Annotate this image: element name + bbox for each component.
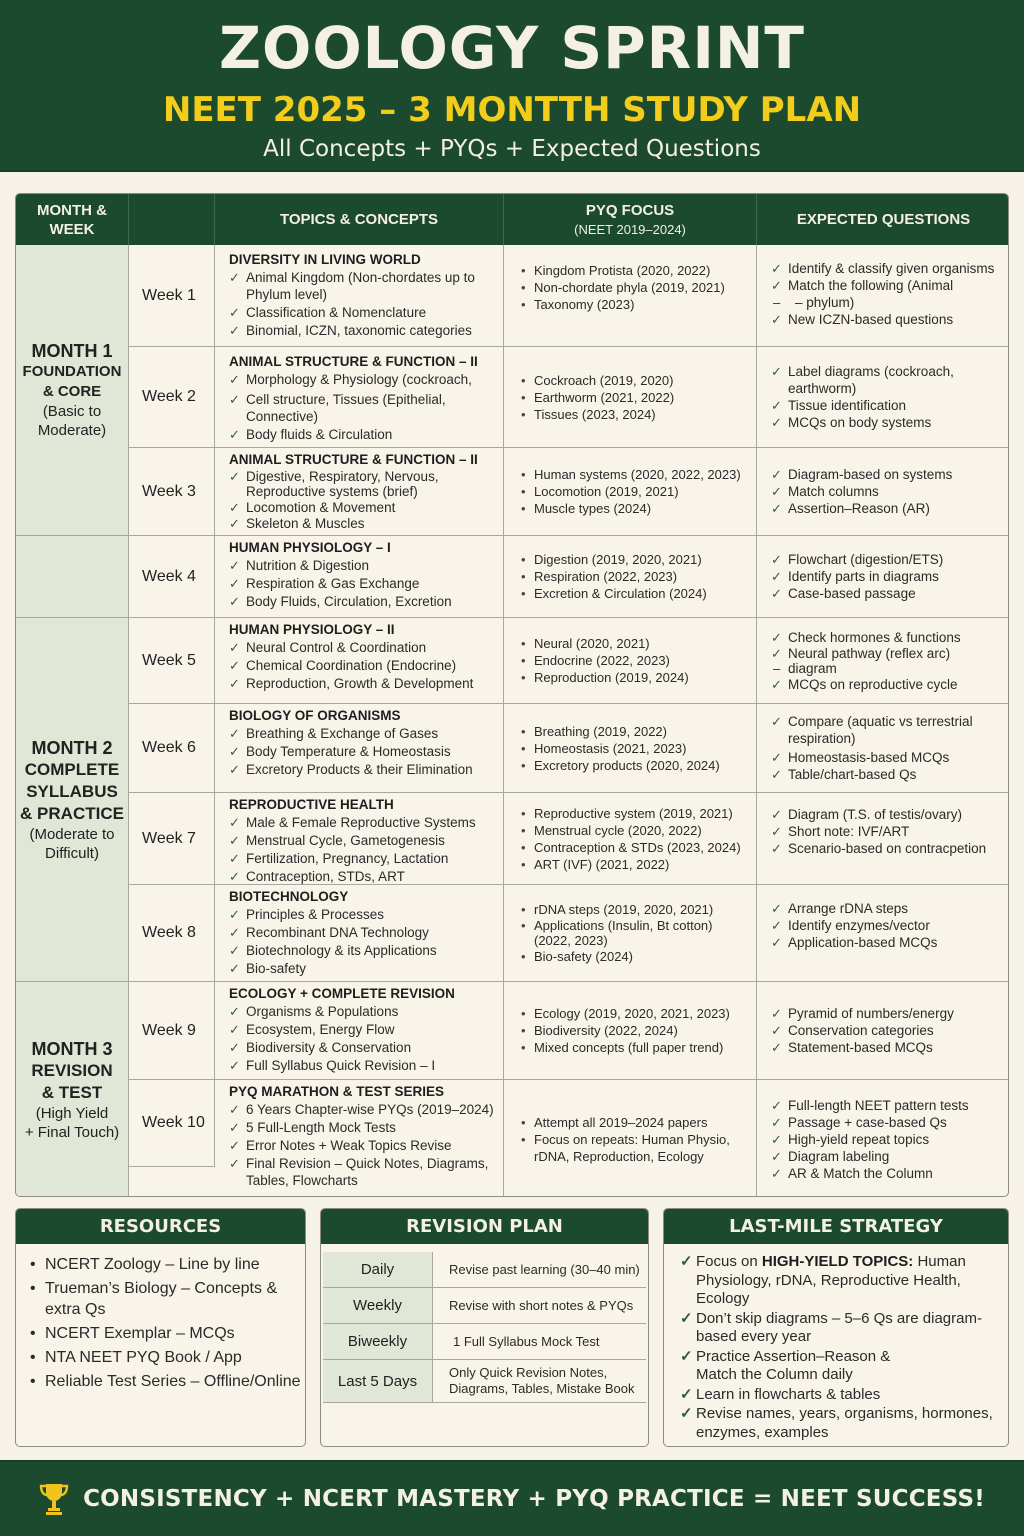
expected-cell [757, 704, 1009, 792]
expected-item: ✓ Diagram-based on systems [771, 466, 952, 483]
expected-item: ✓ Match columns [771, 483, 952, 500]
week-row [129, 1080, 1009, 1197]
month-2-sub: & PRACTICE [20, 803, 124, 823]
week-row [129, 536, 1009, 618]
expected-item: ✓ Neural pathway (reflex arc) [771, 646, 961, 661]
revision-frequency: Daily [323, 1252, 433, 1287]
revision-row [323, 1324, 646, 1360]
pyq-item: • Digestion (2019, 2020, 2021) [520, 551, 707, 568]
month-2-note: (Moderate to [29, 825, 115, 843]
topic-item: ✓ Final Revision – Quick Notes, Diagrams, Tables, Flowcharts [229, 1155, 503, 1189]
topic-item: ✓ Breathing & Exchange of Gases [229, 725, 503, 742]
topic-title: BIOTECHNOLOGY [229, 889, 349, 904]
topic-item: ✓ Classification & Nomenclature [229, 304, 503, 321]
week-label: Week 9 [129, 982, 215, 1079]
pyq-item: • Bio-safety (2024) [520, 948, 745, 965]
month-2-cell [16, 618, 129, 982]
topic-item: ✓ Biodiversity & Conservation [229, 1039, 503, 1056]
header-expected [757, 194, 1009, 245]
expected-item: ✓ Match the following (Animal [771, 277, 994, 294]
topic-cell [215, 347, 504, 447]
week-label: Week 10 [129, 1080, 215, 1167]
footer-banner [0, 1460, 1024, 1536]
strategy-text: Focus on [696, 1253, 762, 1270]
pyq-cell [504, 704, 757, 792]
month-3-note: + Final Touch) [24, 1124, 120, 1141]
pyq-cell [504, 245, 757, 346]
resource-item: • Trueman’s Biology – Concepts & extra Qs [30, 1278, 305, 1320]
header-topics-label: TOPICS & CONCEPTS [279, 211, 439, 228]
expected-item-continuation: – – phylum) [771, 294, 994, 311]
expected-item: ✓ Assertion–Reason (AR) [771, 500, 952, 517]
topic-title: ANIMAL STRUCTURE & FUNCTION – II [229, 354, 478, 369]
pyq-cell [504, 536, 757, 617]
topic-item: ✓ Nutrition & Digestion [229, 557, 503, 574]
topic-item: ✓ Organisms & Populations [229, 1003, 503, 1020]
revision-frequency: Weekly [323, 1288, 433, 1323]
revision-activity: Revise with short notes & PYQs [449, 1297, 634, 1313]
pyq-item: • Biodiversity (2022, 2024) [520, 1022, 730, 1039]
expected-item: ✓ Check hormones & functions [771, 629, 961, 646]
pyq-cell [504, 618, 757, 703]
topic-item: ✓ Body Fluids, Circulation, Excretion [229, 593, 503, 610]
month-3-sub: REVISION [31, 1061, 113, 1080]
topic-item: ✓ Male & Female Reproductive Systems [229, 814, 503, 831]
topic-item: ✓ Body Temperature & Homeostasis [229, 743, 503, 760]
study-plan-table [15, 193, 1009, 1197]
pyq-item: • Contraception & STDs (2023, 2024) [520, 839, 741, 856]
revision-frequency: Last 5 Days [323, 1360, 433, 1402]
pyq-item: • Human systems (2020, 2022, 2023) [520, 466, 741, 483]
header-pyq [504, 194, 757, 245]
week-label: Week 5 [129, 618, 215, 703]
pyq-item: • Muscle types (2024) [520, 500, 741, 517]
week-row [129, 347, 1009, 448]
header-month-week-label: MONTH & WEEK [37, 201, 107, 238]
expected-item: ✓ Diagram (T.S. of testis/ovary) [771, 806, 986, 823]
pyq-item: • Tissues (2023, 2024) [520, 406, 674, 423]
week-label: Week 4 [129, 536, 215, 617]
pyq-item: • Breathing (2019, 2022) [520, 723, 720, 740]
expected-item: ✓ Full-length NEET pattern tests [771, 1097, 969, 1114]
pyq-cell [504, 885, 757, 981]
trophy-icon [39, 1482, 69, 1516]
pyq-item: • Reproduction (2019, 2024) [520, 669, 689, 686]
expected-item: ✓ Arrange rDNA steps [771, 900, 937, 917]
page-title: ZOOLOGY SPRINT [218, 14, 805, 82]
topic-item: ✓ Menstrual Cycle, Gametogenesis [229, 832, 503, 849]
month-3-cell [16, 982, 129, 1197]
pyq-item: • Attempt all 2019–2024 papers [520, 1114, 745, 1131]
month-1-sub: FOUNDATION [22, 363, 122, 380]
last-mile-title: LAST-MILE STRATEGY [664, 1209, 1008, 1244]
expected-item: ✓ Identify & classify given organisms [771, 260, 994, 277]
topic-cell [215, 885, 504, 981]
topic-item: ✓ Full Syllabus Quick Revision – I [229, 1057, 503, 1074]
expected-item: ✓ Short note: IVF/ART [771, 823, 986, 840]
expected-item: ✓ Identify parts in diagrams [771, 568, 943, 585]
pyq-item: • rDNA steps (2019, 2020, 2021) [520, 901, 745, 918]
expected-cell [757, 885, 1009, 981]
resource-item: • Reliable Test Series – Offline/Online [30, 1371, 305, 1392]
expected-item: ✓ MCQs on body systems [771, 414, 971, 431]
expected-cell [757, 982, 1009, 1079]
month-1-cell [16, 245, 129, 536]
expected-cell [757, 793, 1009, 884]
pyq-item: • Locomotion (2019, 2021) [520, 483, 741, 500]
header-banner [0, 0, 1024, 172]
expected-cell [757, 618, 1009, 703]
expected-item: ✓ Pyramid of numbers/energy [771, 1005, 954, 1022]
page-subtitle: NEET 2025 – 3 MONTTH STUDY PLAN [162, 90, 862, 130]
pyq-item: • Applications (Insulin, Bt cotton) (2022, 2023) [520, 918, 745, 948]
resources-title: RESOURCES [16, 1209, 305, 1244]
expected-item: ✓ Passage + case-based Qs [771, 1114, 969, 1131]
month-2-sub: SYLLABUS [26, 781, 118, 801]
topic-cell [215, 536, 504, 617]
topic-title: ECOLOGY + COMPLETE REVISION [229, 986, 455, 1001]
pyq-cell [504, 448, 757, 535]
topic-item: ✓ Reproduction, Growth & Development [229, 675, 503, 692]
month-1-sub: & CORE [42, 383, 102, 400]
pyq-item: • Endocrine (2022, 2023) [520, 652, 689, 669]
revision-plan-panel [320, 1208, 649, 1447]
page-tagline: All Concepts + PYQs + Expected Questions [263, 136, 761, 162]
topic-title: DIVERSITY IN LIVING WORLD [229, 252, 421, 267]
topic-cell [215, 245, 504, 346]
topic-item: ✓ Biotechnology & its Applications [229, 942, 503, 959]
week-row [129, 448, 1009, 536]
pyq-cell [504, 347, 757, 447]
topic-item: ✓ Principles & Processes [229, 906, 503, 923]
resource-item: • NTA NEET PYQ Book / App [30, 1347, 305, 1368]
expected-item: ✓ Scenario-based on contracpetion [771, 840, 986, 857]
resource-item: • NCERT Exemplar – MCQs [30, 1323, 305, 1344]
topic-item: ✓ Bio-safety [229, 960, 503, 977]
expected-item: ✓ Label diagrams (cockroach, earthworm) [771, 363, 971, 397]
expected-item: ✓ Flowchart (digestion/ETS) [771, 551, 943, 568]
strategy-item: ✓ Revise names, years, organisms, hormones, enzymes, examples [680, 1405, 1008, 1442]
week-label: Week 8 [129, 885, 215, 981]
pyq-item: • Earthworm (2021, 2022) [520, 389, 674, 406]
resource-item: • NCERT Zoology – Line by line [30, 1254, 305, 1275]
topic-item: ✓ Error Notes + Weak Topics Revise [229, 1137, 503, 1154]
expected-item: ✓ Tissue identification [771, 397, 971, 414]
pyq-item: • Neural (2020, 2021) [520, 635, 689, 652]
revision-activity: 1 Full Syllabus Mock Test [453, 1333, 600, 1349]
topic-cell [215, 982, 504, 1079]
strategy-item: ✓ Don’t skip diagrams – 5–6 Qs are diagram-based every year [680, 1310, 1008, 1347]
revision-activity: Revise past learning (30–40 min) [449, 1261, 640, 1277]
expected-cell [757, 245, 1009, 346]
expected-cell [757, 347, 1009, 447]
pyq-item: • Non-chordate phyla (2019, 2021) [520, 279, 725, 296]
week-row [129, 793, 1009, 885]
strategy-text: Human Physiology, rDNA, Reproductive Health, Ecology [696, 1253, 966, 1307]
pyq-item: • Menstrual cycle (2020, 2022) [520, 822, 741, 839]
month-2-title: MONTH 2 [31, 737, 113, 758]
topic-item: ✓ Body fluids & Circulation [229, 426, 503, 443]
topic-item: ✓ Fertilization, Pregnancy, Lactation [229, 850, 503, 867]
topic-item: ✓ Ecosystem, Energy Flow [229, 1021, 503, 1038]
pyq-item: • Cockroach (2019, 2020) [520, 372, 674, 389]
topic-cell [215, 448, 504, 535]
header-pyq-label: PYQ FOCUS [585, 201, 675, 219]
revision-plan-table [323, 1252, 646, 1403]
month-3-note: (High Yield [35, 1105, 109, 1122]
topic-item: ✓ Cell structure, Tissues (Epithelial, Connective) [229, 391, 503, 425]
month-3-sub: & TEST [41, 1083, 103, 1102]
last-mile-strategy-panel [663, 1208, 1009, 1447]
expected-item: ✓ High-yield repeat topics [771, 1131, 969, 1148]
topic-item: ✓ Binomial, ICZN, taxonomic categories [229, 322, 503, 339]
week-row [129, 704, 1009, 793]
topic-item: ✓ Morphology & Physiology (cockroach, [229, 371, 503, 388]
week-row [129, 885, 1009, 982]
footer-motto: CONSISTENCY + NCERT MASTERY + PYQ PRACTICE = NEET SUCCESS! [83, 1486, 985, 1512]
topic-item: ✓ Respiration & Gas Exchange [229, 575, 503, 592]
pyq-item: • Mixed concepts (full paper trend) [520, 1039, 730, 1056]
pyq-item: • ART (IVF) (2021, 2022) [520, 856, 741, 873]
revision-activity: Only Quick Revision Notes, Diagrams, Tables, Mistake Book [449, 1365, 635, 1396]
expected-cell [757, 1080, 1009, 1197]
expected-item: ✓ New ICZN-based questions [771, 311, 994, 328]
expected-item: ✓ MCQs on reproductive cycle [771, 676, 961, 693]
table-header [16, 194, 1008, 245]
revision-row [323, 1288, 646, 1324]
topic-title: HUMAN PHYSIOLOGY – II [229, 622, 395, 637]
topic-item: ✓ 6 Years Chapter-wise PYQs (2019–2024) [229, 1101, 503, 1118]
pyq-item: • Excretory products (2020, 2024) [520, 757, 720, 774]
expected-item-continuation: – diagram [771, 661, 961, 676]
pyq-cell [504, 1080, 757, 1197]
expected-item: ✓ Application-based MCQs [771, 934, 937, 951]
resources-panel [15, 1208, 306, 1447]
week-label: Week 2 [129, 347, 215, 447]
topic-item: ✓ 5 Full-Length Mock Tests [229, 1119, 503, 1136]
expected-item: ✓ Case-based passage [771, 585, 943, 602]
strategy-item: ✓ Learn in flowcharts & tables [680, 1386, 1008, 1405]
header-pyq-sublabel: (NEET 2019–2024) [574, 221, 686, 237]
expected-item: ✓ Statement-based MCQs [771, 1039, 954, 1056]
pyq-item: • Ecology (2019, 2020, 2021, 2023) [520, 1005, 730, 1022]
header-month-week [16, 194, 129, 245]
topic-title: ANIMAL STRUCTURE & FUNCTION – II [229, 452, 478, 467]
month-3-title: MONTH 3 [31, 1039, 113, 1059]
pyq-item: • Reproductive system (2019, 2021) [520, 805, 741, 822]
week-row [129, 982, 1009, 1080]
week-label: Week 3 [129, 448, 215, 535]
expected-item: ✓ Compare (aquatic vs terrestrial respiration) [771, 713, 986, 747]
strategy-highlight: HIGH-YIELD TOPICS: [761, 1253, 914, 1270]
topic-title: REPRODUCTIVE HEALTH [229, 797, 394, 812]
month-2-sub: COMPLETE [24, 759, 120, 779]
month-1-note: Moderate) [37, 422, 107, 439]
revision-plan-title: REVISION PLAN [321, 1209, 648, 1244]
expected-item: ✓ Conservation categories [771, 1022, 954, 1039]
topic-title: PYQ MARATHON & TEST SERIES [229, 1084, 445, 1099]
topic-cell [215, 793, 504, 884]
topic-item: ✓ Neural Control & Coordination [229, 639, 503, 656]
revision-frequency: Biweekly [323, 1324, 433, 1359]
week-label: Week 7 [129, 793, 215, 884]
topic-item: ✓ Contraception, STDs, ART [229, 868, 503, 885]
week-row [129, 245, 1009, 347]
strategy-item [680, 1253, 1008, 1309]
revision-row [323, 1252, 646, 1288]
expected-item: ✓ Diagram labeling [771, 1148, 969, 1165]
month-1-title: MONTH 1 [31, 341, 113, 361]
week-label: Week 6 [129, 704, 215, 792]
topic-item: ✓ Skeleton & Muscles [229, 516, 503, 531]
month-blank-cell [16, 536, 129, 618]
topic-cell [215, 618, 504, 703]
topic-item: ✓ Chemical Coordination (Endocrine) [229, 657, 503, 674]
expected-item: ✓ AR & Match the Column [771, 1165, 969, 1182]
topic-title: BIOLOGY OF ORGANISMS [229, 708, 401, 723]
month-2-note: Difficult) [45, 844, 99, 862]
topic-cell [215, 704, 504, 792]
topic-item: ✓ Locomotion & Movement [229, 500, 503, 515]
pyq-cell [504, 982, 757, 1079]
expected-cell [757, 448, 1009, 535]
pyq-item: • Respiration (2022, 2023) [520, 568, 707, 585]
header-expected-label: EXPECTED QUESTIONS [796, 211, 971, 228]
revision-row [323, 1360, 646, 1403]
week-row [129, 618, 1009, 704]
topic-item: ✓ Digestive, Respiratory, Nervous, Reproductive systems (brief) [229, 469, 503, 499]
topic-item: ✓ Recombinant DNA Technology [229, 924, 503, 941]
header-topics [215, 194, 504, 245]
expected-item: ✓ Identify enzymes/vector [771, 917, 937, 934]
week-label: Week 1 [129, 245, 215, 346]
strategy-item: ✓ Practice Assertion–Reason & Match the Column daily [680, 1348, 1008, 1385]
pyq-cell [504, 793, 757, 884]
topic-title: HUMAN PHYSIOLOGY – I [229, 540, 391, 555]
topic-item: ✓ Excretory Products & their Elimination [229, 761, 503, 778]
expected-item: ✓ Table/chart-based Qs [771, 766, 986, 783]
topic-cell [215, 1080, 504, 1197]
topic-item: ✓ Animal Kingdom (Non-chordates up to Phylum level) [229, 269, 503, 303]
expected-cell [757, 536, 1009, 617]
pyq-item: • Focus on repeats: Human Physio, rDNA, Reproduction, Ecology [520, 1131, 745, 1165]
month-1-note: (Basic to [42, 403, 102, 420]
header-week-blank [129, 194, 215, 245]
pyq-item: • Kingdom Protista (2020, 2022) [520, 262, 725, 279]
expected-item: ✓ Homeostasis-based MCQs [771, 749, 986, 766]
pyq-item: • Homeostasis (2021, 2023) [520, 740, 720, 757]
pyq-item: • Excretion & Circulation (2024) [520, 585, 707, 602]
pyq-item: • Taxonomy (2023) [520, 296, 725, 313]
